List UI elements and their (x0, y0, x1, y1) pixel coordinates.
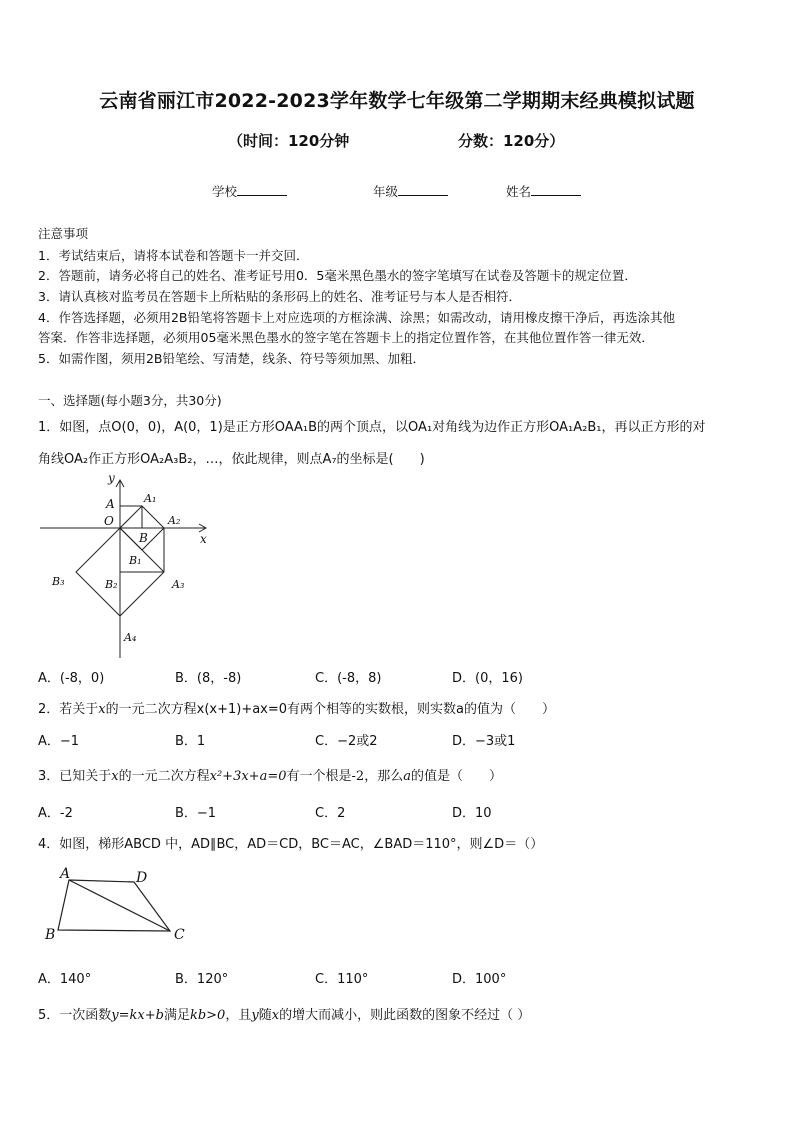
label-x: x (200, 532, 207, 546)
q3-var: x (111, 769, 119, 784)
q3-post: 的值是（ ） (410, 769, 502, 784)
q3-pre: 3．已知关于 (38, 769, 112, 784)
school-blank (237, 185, 287, 196)
q2-pre: 2．若关于 (38, 702, 99, 717)
diag-oa1 (120, 506, 142, 528)
q3-mid2: 有一个根是 (286, 769, 352, 784)
q2-option-a[interactable]: A．−1 (38, 734, 80, 749)
q2-post: 的一元二次方程x(x+1)+ax=0有两个相等的实数根，则实数a的值为（ ） (105, 702, 556, 717)
q2-option-c[interactable]: C．−2或2 (315, 734, 378, 749)
label-b: B (45, 927, 56, 943)
q3-option-d[interactable]: D．10 (452, 806, 492, 821)
q5-mid3: 随 (258, 1008, 272, 1023)
name-blank (531, 185, 581, 196)
q4-option-c[interactable]: C．110° (315, 972, 369, 987)
q5-condition: kb>0 (189, 1008, 226, 1023)
label-b2: B₂ (105, 578, 118, 591)
note-item: 3．请认真核对监考员在答题卡上所粘贴的条形码上的姓名、准考证号与本人是否相符． (38, 289, 521, 304)
school-label: 学校 (212, 184, 238, 199)
q2-option-d[interactable]: D．−3或1 (452, 734, 516, 749)
q1-option-b[interactable]: B．(8，-8) (175, 671, 242, 686)
q5-var2: x (271, 1008, 280, 1023)
label-a2: A₂ (168, 514, 181, 527)
exam-score: 分数：120分） (458, 132, 565, 150)
note-item: 1．考试结束后，请将本试卷和答题卡一并交回． (38, 248, 309, 263)
q1-stem-line2: 角线OA₂作正方形OA₂A₃B₂，…，依此规律，则点A₇的坐标是( ) (38, 452, 425, 467)
q1-option-c[interactable]: C．(-8，8) (315, 671, 382, 686)
q5-equation: y=kx+b (111, 1008, 164, 1023)
q3-equation: x²+3x+a=0 (209, 769, 287, 784)
label-c: C (174, 927, 185, 943)
note-item: 2．答题前，请务必将自己的姓名、准考证号用0．5毫米黑色墨水的签字笔填写在试卷及答题卡的规定位置． (38, 268, 637, 283)
q4-option-b[interactable]: B．120° (175, 972, 229, 987)
label-a3: A₃ (172, 578, 185, 591)
section-heading: 一、选择题(每小题3分，共30分) (38, 393, 222, 408)
label-a: A (106, 497, 115, 511)
diagonal-ac (69, 880, 170, 931)
label-a1: A₁ (144, 492, 157, 505)
q5-mid2: ，且 (225, 1008, 252, 1023)
label-b3: B₃ (52, 575, 65, 588)
q3-mid: 的一元二次方程 (118, 769, 210, 784)
notes-heading: 注意事项 (38, 226, 89, 241)
q5-post: 的增大而减小，则此函数的图象不经过（ ） (279, 1008, 531, 1023)
q5-pre: 5．一次函数 (38, 1008, 112, 1023)
name-label: 姓名 (506, 184, 532, 199)
q2-option-b[interactable]: B．1 (175, 734, 206, 749)
label-y: y (108, 472, 115, 485)
note-item: 4．作答选择题，必须用2B铅笔将答题卡上对应选项的方框涂满、涂黑；如需改动，请用橡皮擦干净后，再选涂其他 (38, 310, 675, 325)
exam-time: （时间：120分钟 (228, 132, 350, 150)
q3-stem (38, 765, 502, 784)
q3-option-a[interactable]: A．-2 (38, 806, 73, 821)
note-item: 5．如需作图，须用2B铅笔绘、写清楚，线条、符号等须加黑、加粗． (38, 351, 425, 366)
grade-blank (398, 185, 448, 196)
label-b1: B₁ (129, 554, 142, 567)
q1-option-a[interactable]: A．(-8，0) (38, 671, 105, 686)
q2-stem (38, 698, 555, 717)
page-title: 云南省丽江市2022-2023学年数学七年级第二学期期末经典模拟试题 (99, 90, 695, 112)
trapezoid-abcd (58, 880, 170, 931)
q3-root: -2 (351, 769, 365, 784)
label-o: O (104, 514, 114, 528)
grade-field (373, 182, 448, 200)
q4-option-d[interactable]: D．100° (452, 972, 507, 987)
q1-stem-line1: 1．如图，点O(0，0)，A(0，1)是正方形OAA₁B的两个顶点，以OA₁对角线为边作正方形OA₁A₂B₁，再以正方形的对 (38, 420, 706, 435)
q5-stem (38, 1004, 530, 1023)
q3-var2: a (403, 769, 411, 784)
school-field (212, 182, 287, 200)
name-field (506, 182, 581, 200)
grade-label: 年级 (373, 184, 399, 199)
q3-mid3: ，那么 (364, 769, 404, 784)
q4-stem: 4．如图，梯形ABCD 中，AD∥BC，AD＝CD，BC＝AC，∠BAD＝110°，则∠D＝（） (38, 837, 544, 852)
note-item: 答案．作答非选择题，必须用05毫米黑色墨水的签字笔在答题卡上的指定位置作答，在其他位置作答一律无效． (38, 330, 654, 345)
q5-mid: 满足 (163, 1008, 190, 1023)
q3-option-c[interactable]: C．2 (315, 806, 346, 821)
label-a4: A₄ (124, 631, 137, 644)
label-a: A (60, 866, 71, 882)
q1-figure (36, 472, 216, 662)
q2-var: x (98, 702, 106, 717)
q1-option-d[interactable]: D．(0，16) (452, 671, 523, 686)
label-b: B (139, 531, 148, 545)
q3-option-b[interactable]: B．−1 (175, 806, 217, 821)
q4-figure (40, 860, 200, 946)
label-d: D (136, 870, 148, 886)
q5-var1: y (251, 1008, 259, 1023)
q4-option-a[interactable]: A．140° (38, 972, 92, 987)
